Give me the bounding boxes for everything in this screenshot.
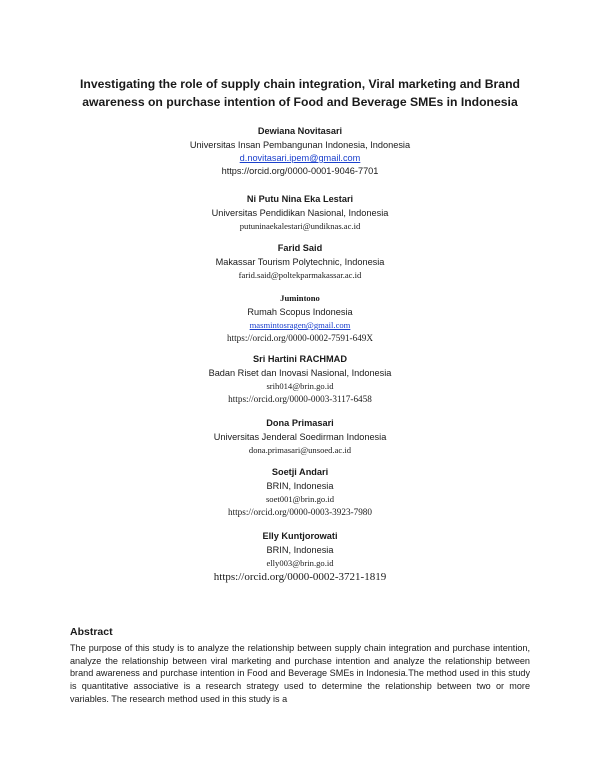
author-email: farid.said@poltekparmakassar.ac.id bbox=[238, 270, 362, 280]
author-name: Elly Kuntjorowati bbox=[262, 531, 338, 541]
author-affiliation: Badan Riset dan Inovasi Nasional, Indonesia bbox=[208, 368, 392, 378]
author-orcid: https://orcid.org/0000-0003-3117-6458 bbox=[228, 394, 372, 404]
author-email-link[interactable]: masmintosragen@gmail.com bbox=[249, 320, 351, 330]
author-block bbox=[0, 124, 600, 178]
author-email: srih014@brin.go.id bbox=[266, 381, 334, 391]
author-orcid: https://orcid.org/0000-0002-3721-1819 bbox=[213, 571, 387, 583]
title-line-2: awareness on purchase intention of Food and Beverage SMEs in Indonesia bbox=[82, 94, 518, 109]
author-name: Farid Said bbox=[277, 243, 323, 253]
author-block bbox=[0, 416, 600, 457]
author-name: Soetji Andari bbox=[271, 467, 329, 477]
author-block bbox=[0, 291, 600, 345]
author-orcid: https://orcid.org/0000-0002-7591-649X bbox=[226, 333, 374, 343]
author-affiliation: Universitas Insan Pembangunan Indonesia, Indonesia bbox=[189, 140, 411, 150]
author-affiliation: BRIN, Indonesia bbox=[266, 545, 334, 555]
author-affiliation: Universitas Jenderal Soedirman Indonesia bbox=[213, 432, 387, 442]
author-email: dona.primasari@unsoed.ac.id bbox=[248, 445, 352, 455]
paper-title bbox=[60, 76, 540, 111]
author-email-link[interactable]: d.novitasari.ipem@gmail.com bbox=[239, 153, 361, 163]
author-name: Dona Primasari bbox=[266, 418, 334, 428]
author-orcid: https://orcid.org/0000-0003-3923-7980 bbox=[227, 507, 372, 517]
author-affiliation: Universitas Pendidikan Nasional, Indonesia bbox=[211, 208, 389, 218]
abstract-heading: Abstract bbox=[70, 626, 113, 638]
author-block bbox=[0, 529, 600, 585]
author-email: soet001@brin.go.id bbox=[265, 494, 335, 504]
author-affiliation: Makassar Tourism Polytechnic, Indonesia bbox=[215, 257, 385, 267]
title-line-1: Investigating the role of supply chain integration, Viral marketing and Brand bbox=[80, 77, 520, 91]
author-name: Ni Putu Nina Eka Lestari bbox=[246, 194, 354, 204]
author-affiliation: Rumah Scopus Indonesia bbox=[247, 307, 353, 317]
author-block bbox=[0, 241, 600, 282]
author-block bbox=[0, 352, 600, 406]
author-name: Dewiana Novitasari bbox=[257, 126, 343, 136]
author-block bbox=[0, 192, 600, 233]
author-email: putuninaekalestari@undiknas.ac.id bbox=[239, 221, 361, 231]
abstract-text: The purpose of this study is to analyze the relationship between supply chain integration and purchase intention, analyze the relationship between viral marketing and purchase intention and analyze the relationship between brand awareness and purchase intention in Food and Beverage SMEs in Indonesia.The method used in this study is quantitative associative is a research strategy used to determine the relationship between two or more variables. The research method used in this study is a bbox=[70, 643, 530, 704]
author-affiliation: BRIN, Indonesia bbox=[266, 481, 334, 491]
author-name: Jumintono bbox=[280, 293, 320, 303]
author-email: elly003@brin.go.id bbox=[266, 558, 334, 568]
author-block bbox=[0, 465, 600, 519]
author-orcid: https://orcid.org/0000-0001-9046-7701 bbox=[221, 166, 379, 176]
author-name: Sri Hartini RACHMAD bbox=[253, 354, 347, 364]
